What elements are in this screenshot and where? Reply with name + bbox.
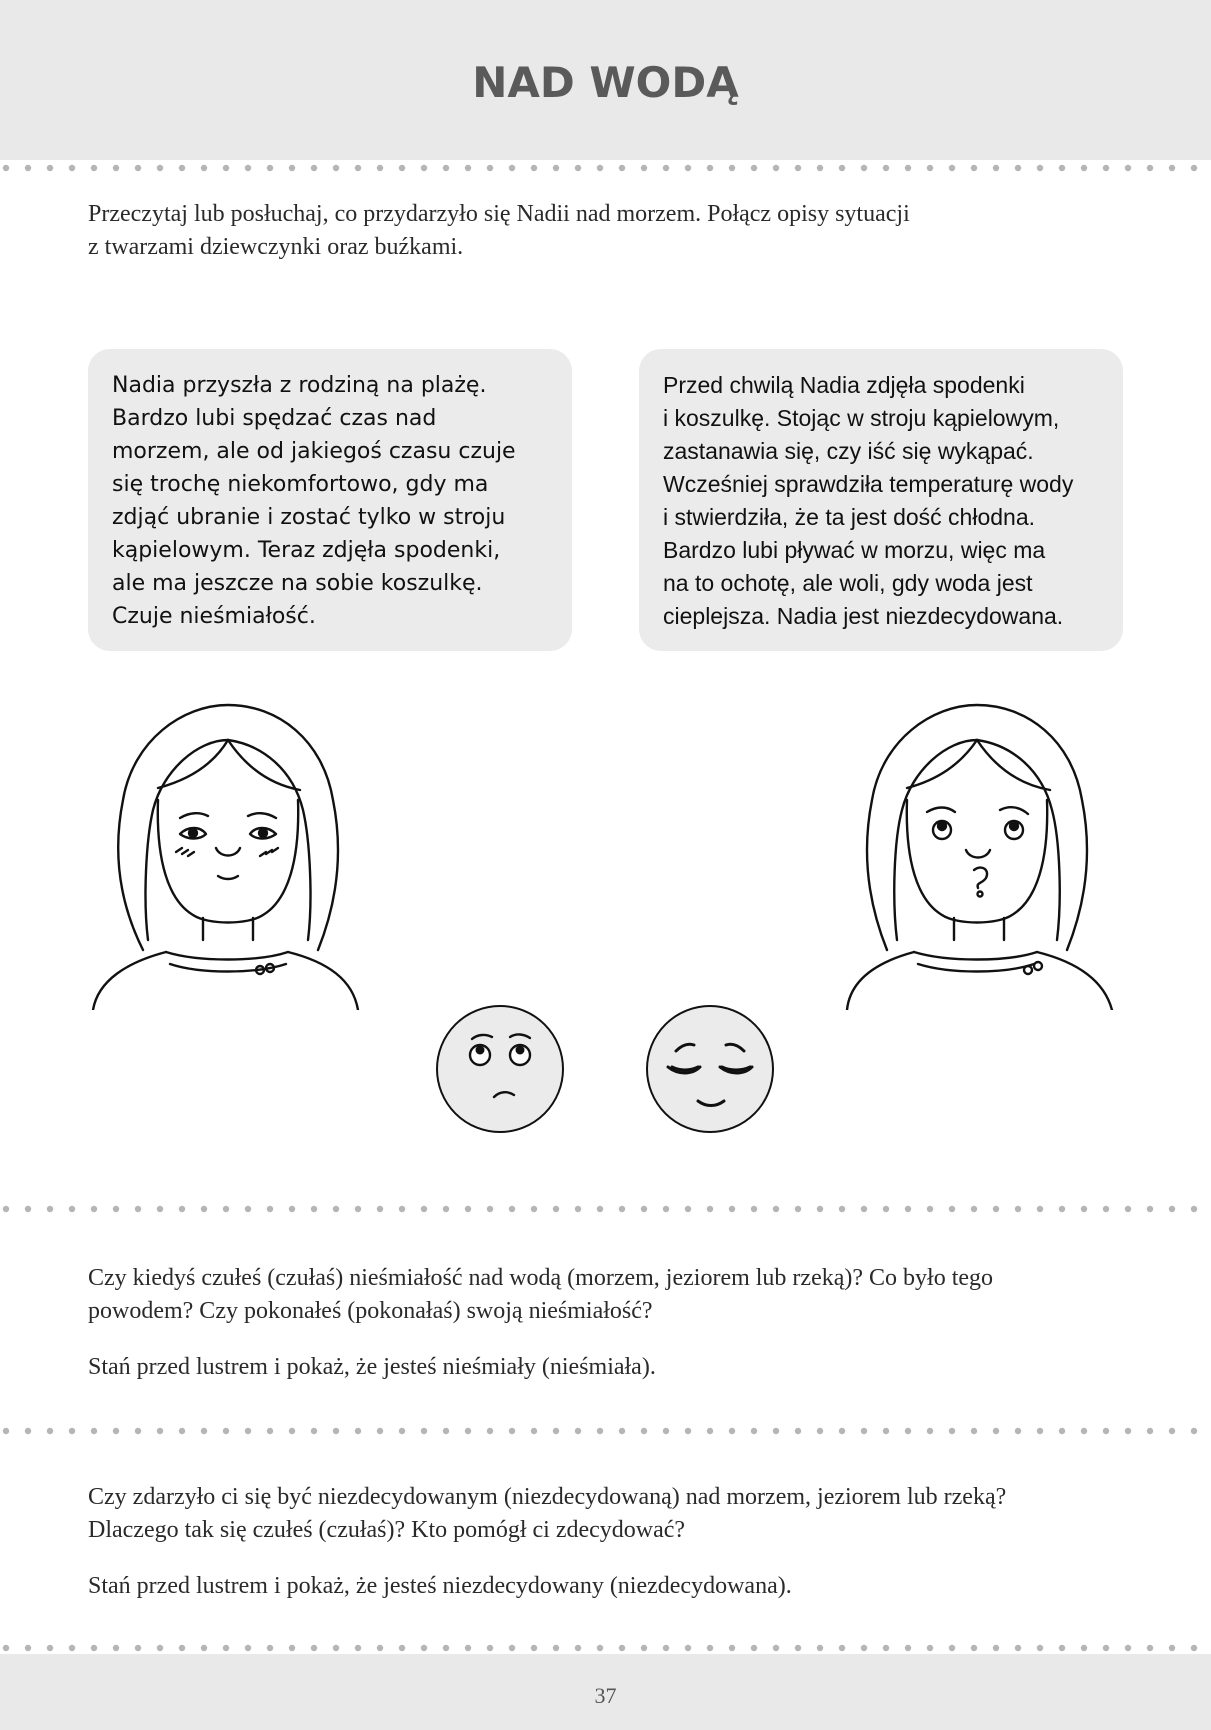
divider-dot [399,165,405,171]
divider-dot [553,1645,559,1651]
undecided-girl-illustration [842,700,1122,1010]
divider-dot [641,1206,647,1212]
divider-dot [663,1206,669,1212]
divider-dot [1081,1428,1087,1434]
divider-dot [1125,1645,1131,1651]
divider-dot [399,1645,405,1651]
divider-dot [311,1428,317,1434]
divider-dot [839,165,845,171]
divider-dot [773,1206,779,1212]
divider-dot [597,165,603,171]
divider-dot [333,1206,339,1212]
divider-dot [1015,1645,1021,1651]
divider-dot [113,165,119,171]
divider-dot [597,1206,603,1212]
divider-dot [1015,1206,1021,1212]
divider-dot [729,1645,735,1651]
divider-dot [311,165,317,171]
divider-dot [927,1206,933,1212]
divider-dot [1125,1206,1131,1212]
divider-dot [91,1645,97,1651]
divider-dot [839,1428,845,1434]
divider-dot [487,1206,493,1212]
divider-dot [817,1428,823,1434]
divider-dot [487,165,493,171]
divider-dot [949,165,955,171]
divider-dot [685,1428,691,1434]
dotted-divider-middle-1 [0,1204,1211,1214]
divider-dot [201,1428,207,1434]
divider-dot [1147,165,1153,171]
divider-dot [179,1645,185,1651]
divider-dot [1081,1645,1087,1651]
divider-dot [707,165,713,171]
divider-dot [1125,165,1131,171]
divider-dot [1191,165,1197,171]
divider-dot [795,165,801,171]
divider-dot [1147,1645,1153,1651]
question-shy [88,1262,1148,1384]
divider-dot [751,1645,757,1651]
divider-dot [267,165,273,171]
divider-dot [25,165,31,171]
divider-dot [245,1206,251,1212]
divider-dot [949,1428,955,1434]
divider-dot [201,1645,207,1651]
divider-dot [531,1206,537,1212]
divider-dot [1125,1428,1131,1434]
divider-dot [289,1645,295,1651]
divider-dot [1037,1428,1043,1434]
divider-dot [729,1206,735,1212]
divider-dot [619,165,625,171]
divider-dot [795,1428,801,1434]
divider-dot [245,165,251,171]
divider-dot [663,1428,669,1434]
divider-dot [91,165,97,171]
divider-dot [311,1206,317,1212]
divider-dot [1147,1428,1153,1434]
task-undecided: Stań przed lustrem i pokaż, że jesteś niezdecydowany (niezdecydowana). [88,1573,792,1599]
story-bubble-undecided [639,349,1123,651]
divider-dot [487,1428,493,1434]
divider-dot [729,165,735,171]
divider-dot [839,1206,845,1212]
question-shy-line-2: powodem? Czy pokonałeś (pokonałaś) swoją nieśmiałość? [88,1298,653,1324]
question-undecided [88,1481,1148,1603]
divider-dot [1103,1206,1109,1212]
divider-dot [421,1206,427,1212]
divider-dot [157,1428,163,1434]
divider-dot [773,1645,779,1651]
divider-dot [465,1645,471,1651]
divider-dot [1081,1206,1087,1212]
divider-dot [223,1206,229,1212]
divider-dot [1081,165,1087,171]
divider-dot [861,1206,867,1212]
divider-dot [267,1428,273,1434]
divider-dot [817,165,823,171]
divider-dot [663,165,669,171]
divider-dot [465,165,471,171]
divider-dot [597,1428,603,1434]
divider-dot [1015,1428,1021,1434]
divider-dot [421,165,427,171]
undecided-emoji-icon [434,1003,566,1135]
divider-dot [1015,165,1021,171]
divider-dot [443,1206,449,1212]
divider-dot [399,1428,405,1434]
divider-dot [1169,1206,1175,1212]
divider-dot [927,1645,933,1651]
divider-dot [795,1645,801,1651]
divider-dot [509,1206,515,1212]
divider-dot [333,1645,339,1651]
shy-girl-illustration [88,700,368,1010]
divider-dot [25,1206,31,1212]
divider-dot [1059,1645,1065,1651]
divider-dot [641,165,647,171]
divider-dot [971,1645,977,1651]
divider-dot [707,1645,713,1651]
divider-dot [751,1428,757,1434]
dotted-divider-bottom [0,1643,1211,1653]
divider-dot [839,1645,845,1651]
divider-dot [135,1428,141,1434]
divider-dot [1103,1645,1109,1651]
divider-dot [509,1645,515,1651]
divider-dot [927,165,933,171]
divider-dot [949,1645,955,1651]
divider-dot [465,1428,471,1434]
divider-dot [531,1645,537,1651]
question-shy-line-1: Czy kiedyś czułeś (czułaś) nieśmiałość nad wodą (morzem, jeziorem lub rzeką)? Co było tego [88,1265,994,1291]
divider-dot [817,1645,823,1651]
divider-dot [927,1428,933,1434]
divider-dot [3,165,9,171]
divider-dot [905,1428,911,1434]
divider-dot [751,165,757,171]
divider-dot [1147,1206,1153,1212]
dotted-divider-top [0,163,1211,173]
divider-dot [641,1428,647,1434]
divider-dot [1059,1428,1065,1434]
story-text-undecided: Przed chwilą Nadia zdjęła spodenki i koszulkę. Stojąc w stroju kąpielowym, zastanawia się, czy iść się wykąpać. Wcześniej sprawdziła temperaturę wody i stwierdziła, że ta jest dość chłodna. Bardzo lubi pływać w morzu, więc ma na to ochotę, ale woli, gdy woda jest cieplejsza. Nadia jest niezdecydowana. [663,372,1074,629]
divider-dot [113,1645,119,1651]
divider-dot [1191,1645,1197,1651]
divider-dot [465,1206,471,1212]
divider-dot [575,1206,581,1212]
divider-dot [377,165,383,171]
divider-dot [619,1206,625,1212]
divider-dot [553,1206,559,1212]
divider-dot [685,1206,691,1212]
divider-dot [355,1428,361,1434]
divider-dot [993,165,999,171]
divider-dot [575,1645,581,1651]
divider-dot [1037,1206,1043,1212]
divider-dot [861,1428,867,1434]
divider-dot [245,1428,251,1434]
dotted-divider-middle-2 [0,1426,1211,1436]
divider-dot [179,1206,185,1212]
divider-dot [443,165,449,171]
divider-dot [421,1645,427,1651]
divider-dot [223,1428,229,1434]
divider-dot [201,1206,207,1212]
intro-text [88,198,1128,264]
divider-dot [905,1645,911,1651]
intro-line-2: z twarzami dziewczynki oraz buźkami. [88,234,464,260]
divider-dot [619,1645,625,1651]
divider-dot [289,1428,295,1434]
divider-dot [377,1645,383,1651]
divider-dot [795,1206,801,1212]
divider-dot [729,1428,735,1434]
divider-dot [47,165,53,171]
divider-dot [333,1428,339,1434]
divider-dot [267,1206,273,1212]
divider-dot [883,165,889,171]
divider-dot [575,1428,581,1434]
page-number: 37 [594,1683,617,1708]
divider-dot [399,1206,405,1212]
divider-dot [861,1645,867,1651]
divider-dot [971,165,977,171]
divider-dot [69,1206,75,1212]
divider-dot [223,1645,229,1651]
divider-dot [883,1645,889,1651]
divider-dot [443,1428,449,1434]
divider-dot [311,1645,317,1651]
divider-dot [685,1645,691,1651]
story-text-shy: Nadia przyszła z rodziną na plażę. Bardzo lubi spędzać czas nad morzem, ale od jakiegoś czasu czuje się trochę niekomfortowo, gdy ma zdjąć ubranie i zostać tylko w stroju kąpielowym. Teraz zdjęła spodenki, ale ma jeszcze na sobie koszulkę. Czuje nieśmiałość. [112,373,516,629]
divider-dot [69,1645,75,1651]
story-bubble-shy [88,349,572,651]
divider-dot [47,1206,53,1212]
divider-dot [993,1428,999,1434]
intro-line-1: Przeczytaj lub posłuchaj, co przydarzyło się Nadii nad morzem. Połącz opisy sytuacji [88,201,910,227]
divider-dot [355,165,361,171]
divider-dot [179,165,185,171]
divider-dot [377,1206,383,1212]
divider-dot [289,165,295,171]
divider-dot [971,1206,977,1212]
divider-dot [223,165,229,171]
divider-dot [1191,1428,1197,1434]
page-title: NAD WODĄ [472,58,739,107]
divider-dot [1059,165,1065,171]
divider-dot [707,1206,713,1212]
divider-dot [773,1428,779,1434]
divider-dot [993,1645,999,1651]
divider-dot [47,1428,53,1434]
divider-dot [685,165,691,171]
shy-emoji-icon [644,1003,776,1135]
divider-dot [575,165,581,171]
divider-dot [861,165,867,171]
divider-dot [201,165,207,171]
divider-dot [531,1428,537,1434]
divider-dot [773,165,779,171]
divider-dot [509,165,515,171]
divider-dot [1037,165,1043,171]
divider-dot [3,1645,9,1651]
divider-dot [487,1645,493,1651]
divider-dot [267,1645,273,1651]
divider-dot [553,1428,559,1434]
divider-dot [641,1645,647,1651]
divider-dot [69,165,75,171]
divider-dot [993,1206,999,1212]
divider-dot [355,1645,361,1651]
divider-dot [949,1206,955,1212]
divider-dot [905,165,911,171]
divider-dot [3,1206,9,1212]
divider-dot [157,1645,163,1651]
divider-dot [751,1206,757,1212]
question-undecided-line-1: Czy zdarzyło ci się być niezdecydowanym (niezdecydowaną) nad morzem, jeziorem lub rzeką? [88,1484,1007,1510]
task-shy: Stań przed lustrem i pokaż, że jesteś nieśmiały (nieśmiała). [88,1354,656,1380]
divider-dot [707,1428,713,1434]
divider-dot [25,1428,31,1434]
divider-dot [597,1645,603,1651]
divider-dot [3,1428,9,1434]
divider-dot [443,1645,449,1651]
divider-dot [91,1206,97,1212]
divider-dot [1169,1428,1175,1434]
divider-dot [355,1206,361,1212]
divider-dot [377,1428,383,1434]
divider-dot [47,1645,53,1651]
divider-dot [883,1206,889,1212]
divider-dot [817,1206,823,1212]
question-undecided-line-2: Dlaczego tak się czułeś (czułaś)? Kto pomógł ci zdecydować? [88,1517,686,1543]
divider-dot [421,1428,427,1434]
divider-dot [113,1428,119,1434]
divider-dot [135,1206,141,1212]
divider-dot [245,1645,251,1651]
divider-dot [1103,1428,1109,1434]
divider-dot [1191,1206,1197,1212]
divider-dot [1103,165,1109,171]
divider-dot [553,165,559,171]
divider-dot [91,1428,97,1434]
divider-dot [1169,1645,1175,1651]
divider-dot [179,1428,185,1434]
divider-dot [289,1206,295,1212]
divider-dot [1037,1645,1043,1651]
divider-dot [69,1428,75,1434]
divider-dot [1169,165,1175,171]
divider-dot [157,1206,163,1212]
divider-dot [333,165,339,171]
divider-dot [663,1645,669,1651]
divider-dot [113,1206,119,1212]
divider-dot [905,1206,911,1212]
divider-dot [619,1428,625,1434]
divider-dot [971,1428,977,1434]
divider-dot [25,1645,31,1651]
divider-dot [1059,1206,1065,1212]
divider-dot [157,165,163,171]
divider-dot [135,165,141,171]
divider-dot [135,1645,141,1651]
divider-dot [509,1428,515,1434]
divider-dot [531,165,537,171]
divider-dot [883,1428,889,1434]
